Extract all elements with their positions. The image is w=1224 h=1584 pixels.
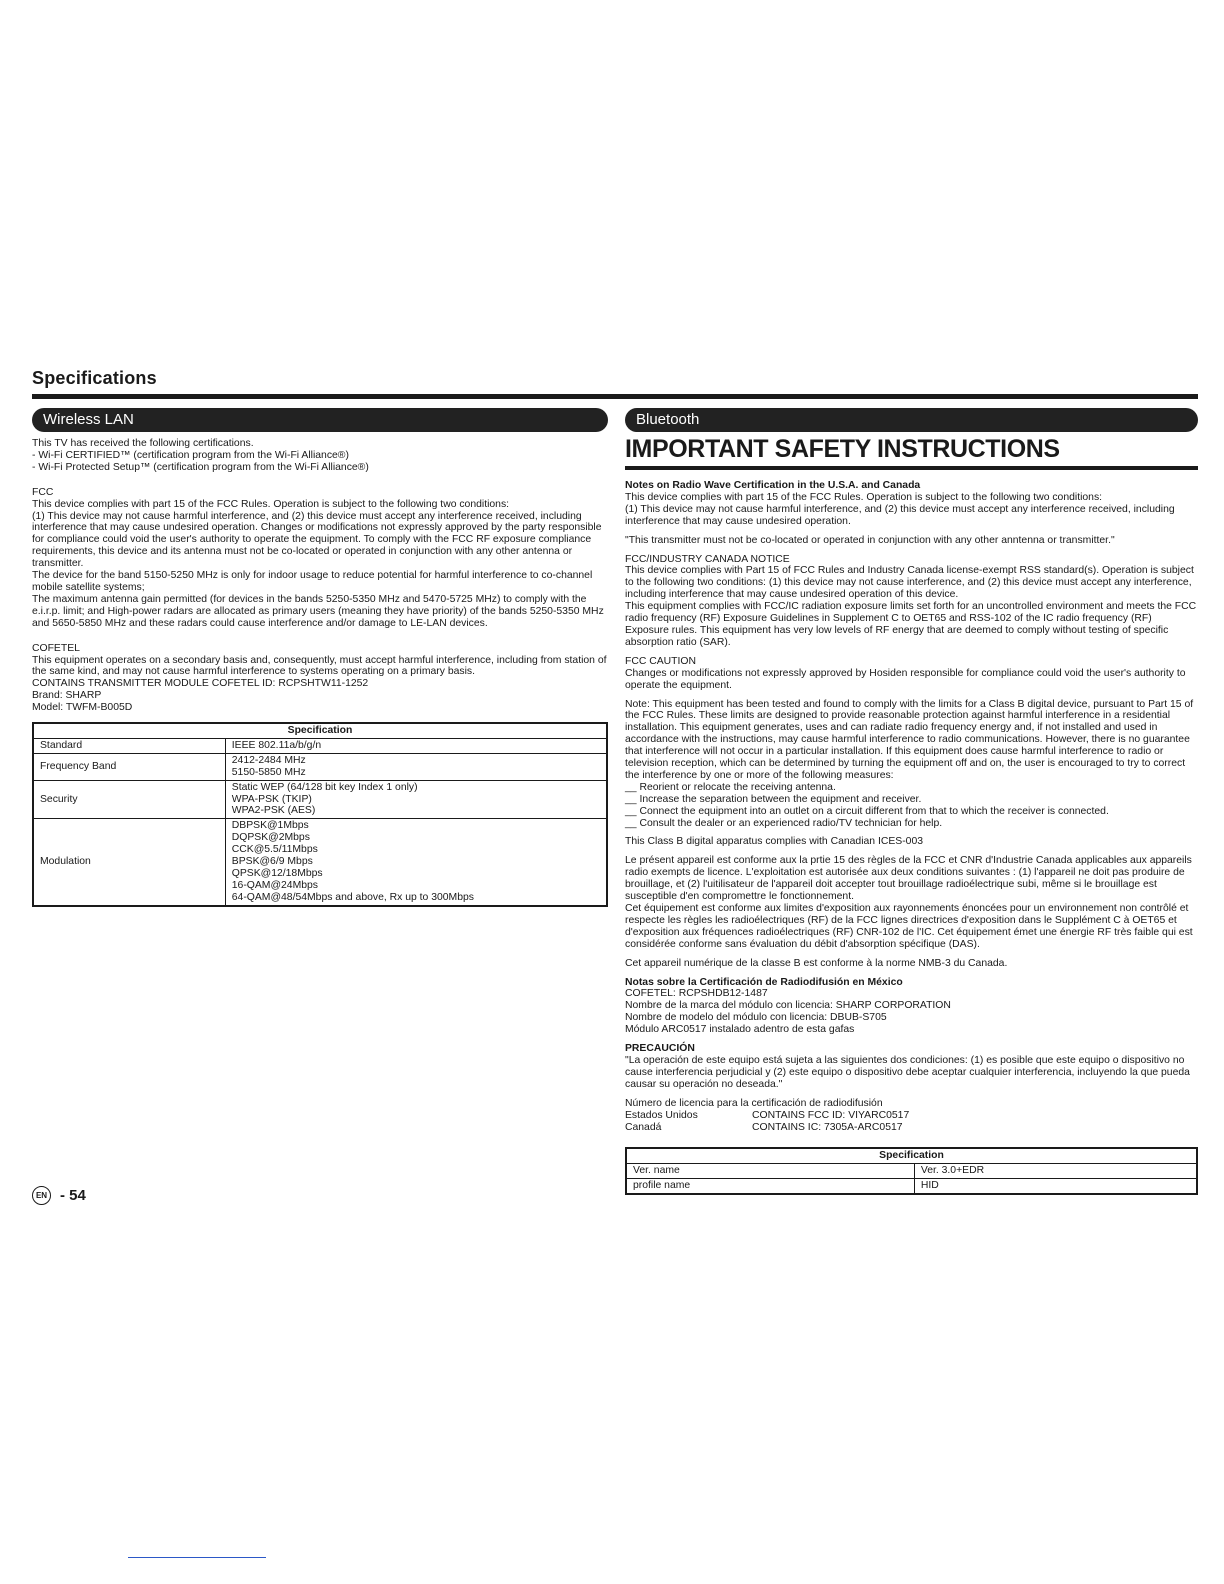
mexico-line: Nombre de la marca del módulo con licencia: SHARP CORPORATION: [625, 1000, 951, 1012]
cofetel-brand: Brand: SHARP: [32, 690, 102, 702]
precaucion-title: PRECAUCIÓN: [625, 1043, 695, 1055]
cofetel-model: Model: TWFM-B005D: [32, 702, 133, 714]
license-row: [625, 1122, 1198, 1134]
bluetooth-heading: Bluetooth: [625, 408, 1198, 432]
fcc-caution-paragraph: Changes or modifications not expressly approved by Hosiden responsible for compliance could void the user's authority to operate the equipment.: [625, 667, 1186, 691]
spec-value-line: 16-QAM@24Mbps: [231, 879, 318, 891]
spec-value-line: QPSK@12/18Mbps: [231, 868, 323, 879]
license-id: CONTAINS FCC ID: VIYARC0517: [752, 1109, 910, 1121]
class-b-note: Note: This equipment has been tested and found to comply with the limits for a Class B digital device, pursuant to Part 15 of the FCC Rules. These limits are designed to provide reasonable protection against harmful interference in a residential installation. This equipment generates, uses and can radiate radio frequency energy and, if not installed and used in accordance with the instructions, may cause harmful interference to radio communications. However, there is no guarantee that interference will not occur in a particular installation. If this equipment does cause harmful interference to radio or television reception, which can be determined by turning the equipment off and on, the user is encouraged to try to correct the interference by one or more of the following measures:: [625, 698, 1194, 781]
spec-value-line: 2412-2484 MHz: [231, 754, 306, 766]
page-footer: [32, 1186, 86, 1205]
table-row: [33, 738, 607, 753]
cert-item: - Wi-Fi Protected Setup™ (certification program from the Wi-Fi Alliance®): [32, 461, 369, 473]
french-paragraph: Cet équipement est conforme aux limites d'exposition aux rayonnements énoncées pour un environnement non contrôlé et respecte les règles les radioélectriques (RF) de la FCC lignes directrices d'exposition dans le Supplément C à OET65 et d'exposition aux fréquences radioélectriques (RF) CNR-102 de l'IC. Cet équipement émet une énergie RF très faible qui est considérée conforme sans évaluation du débit d'absorption spécifique (DAS).: [625, 903, 1193, 950]
cofetel-module-id: CONTAINS TRANSMITTER MODULE COFETEL ID: RCPSHTW11-1252: [32, 678, 369, 690]
fcc-paragraph: (1) This device may not cause harmful interference, and (2) this device must accept any interference received, including interference that may cause undesired operation. Changes or modifications not expressly approved by the party responsible for compliance could void the user's authority to operate the equipment. To comply with the FCC RF exposure compliance requirements, this device and its antenna must not be co-located or operated in conjunction with any other antenna or transmitter.: [32, 510, 602, 570]
page-number: - 54: [60, 1187, 86, 1204]
spec-label: Frequency Band: [33, 753, 225, 780]
notes-paragraph: This device complies with part 15 of the FCC Rules. Operation is subject to the following two conditions:: [625, 491, 1103, 503]
ices-note: This Class B digital apparatus complies with Canadian ICES-003: [625, 836, 924, 848]
bluetooth-section: [625, 408, 1198, 1195]
measure-item: __ Reorient or relocate the receiving antenna.: [625, 781, 836, 793]
spec-label: profile name: [626, 1179, 914, 1194]
spec-value: [225, 780, 607, 819]
french-paragraph: Le présent appareil est conforme aux la prtie 15 des règles de la FCC et CNR d'Industrie Canada applicables aux appareils radio exempts de licence. L'exploitation est autorisée aux deux conditions suivantes : (1) l'appareil ne doit pas produire de brouillage, et (2) l'uitilisateur de l'appareil doit accepter tout brouillage radioélectrique subi, même si le brouillage est susceptible d'en compromettre le fonctionnement.: [625, 855, 1192, 903]
license-country: Canadá: [625, 1121, 662, 1133]
fcc-ic-label: FCC/INDUSTRY CANADA NOTICE: [625, 553, 790, 565]
spec-label: Standard: [33, 738, 225, 753]
wireless-lan-heading: Wireless LAN: [32, 408, 608, 432]
cofetel-block: [32, 643, 608, 714]
fcc-ic-paragraph: This equipment complies with FCC/IC radiation exposure limits set forth for an uncontrolled environment and meets the FCC radio frequency (RF) Exposure Guidelines in Supplement C to OET65 and RSS-102 of the IC radio frequency (RF) Exposure rules. This equipment has very low levels of RF energy that are deemed to comply without testing of specific absorption ratio (SAR).: [625, 601, 1197, 648]
mexico-line: Nombre de modelo del módulo con licencia: DBUB-S705: [625, 1012, 887, 1024]
footer-link-line: [128, 1557, 266, 1558]
license-id: CONTAINS IC: 7305A-ARC0517: [752, 1121, 903, 1133]
title-rule: [32, 394, 1198, 399]
cofetel-paragraph: This equipment operates on a secondary basis and, consequently, must accept harmful interference, including from station of the same kind, and may not cause harmful interference to systems operating on a primary basis.: [32, 654, 607, 678]
spec-label: Security: [33, 780, 225, 819]
safety-title-rule: [625, 466, 1198, 470]
spec-value-line: Static WEP (64/128 bit key Index 1 only): [231, 781, 418, 793]
spec-value: [225, 819, 607, 906]
table-row: [626, 1179, 1197, 1194]
spec-value: HID: [914, 1179, 1197, 1194]
mexico-line: Módulo ARC0517 instalado adentro de esta gafas: [625, 1024, 855, 1036]
measure-item: __ Consult the dealer or an experienced radio/TV technician for help.: [625, 817, 943, 829]
spec-value-line: WPA-PSK (TKIP): [231, 793, 312, 805]
spec-value: Ver. 3.0+EDR: [914, 1164, 1197, 1179]
table-row: [626, 1164, 1197, 1179]
spec-value-line: DQPSK@2Mbps: [231, 832, 310, 844]
fcc-ic-paragraph: This device complies with Part 15 of FCC Rules and Industry Canada license-exempt RSS standard(s). Operation is subject to the following two conditions: (1) this device may not cause interference, and (2) this device must accept any interference, including interference that may cause undesired operation of this device.: [625, 565, 1194, 601]
table-header: Specification: [33, 723, 607, 738]
spec-value: [225, 738, 607, 753]
nmb-note: Cet appareil numérique de la classe B est conforme à la norme NMB-3 du Canada.: [625, 957, 1008, 969]
fcc-caution-label: FCC CAUTION: [625, 655, 696, 667]
table-row: [33, 780, 607, 819]
language-badge-icon: EN: [32, 1186, 51, 1205]
measure-item: __ Connect the equipment into an outlet on a circuit different from that to which the receiver is connected.: [625, 805, 1109, 817]
mexico-line: COFETEL: RCPSHDB12-1487: [625, 988, 768, 1000]
fcc-paragraph: The device for the band 5150-5250 MHz is only for indoor usage to reduce potential for harmful interference to co-channel mobile satellite systems;: [32, 570, 593, 593]
wireless-lan-section: [32, 408, 608, 907]
page-title: Specifications: [32, 368, 157, 388]
spec-value-line: IEEE 802.11a/b/g/n: [231, 739, 322, 751]
notes-title: Notes on Radio Wave Certification in the U.S.A. and Canada: [625, 480, 921, 491]
bluetooth-spec-table: [625, 1147, 1198, 1195]
license-country: Estados Unidos: [625, 1109, 698, 1121]
spec-label: Modulation: [33, 819, 225, 906]
cert-item: - Wi-Fi CERTIFIED™ (certification program from the Wi-Fi Alliance®): [32, 449, 349, 461]
spec-value-line: DBPSK@1Mbps: [231, 820, 309, 832]
fcc-paragraph: The maximum antenna gain permitted (for devices in the bands 5250-5350 MHz and 5470-5725 MHz) to comply with the e.i.r.p. limit; and High-power radars are allocated as primary users (meaning they have priority) of the bands 5250-5350 MHz and 5650-5850 MHz and these radars could cause interference and/or damage to LE-LAN devices.: [32, 593, 604, 629]
license-title: Número de licencia para la certificación de radiodifusión: [625, 1097, 883, 1109]
precaucion-paragraph: "La operación de este equipo está sujeta a las siguientes dos condiciones: (1) es posible que este equipo o dispositivo no cause interferencia perjudicial y (2) este equipo o dispositivo debe aceptar cualquier interferencia, incluyendo la que pueda causar su operación no deseada.": [625, 1054, 1190, 1090]
spec-value: [225, 753, 607, 780]
spec-value-line: CCK@5.5/11Mbps: [231, 844, 318, 856]
spec-value-line: BPSK@6/9 Mbps: [231, 856, 313, 868]
table-header-row: [626, 1148, 1197, 1163]
safety-instructions-title: IMPORTANT SAFETY INSTRUCTIONS: [625, 435, 1060, 463]
table-header: Specification: [626, 1148, 1197, 1163]
cofetel-label: COFETEL: [32, 642, 80, 654]
cert-intro: This TV has received the following certifications.: [32, 438, 254, 449]
fcc-paragraph: This device complies with part 15 of the FCC Rules. Operation is subject to the following two conditions:: [32, 498, 510, 510]
spec-value-line: 5150-5850 MHz: [231, 766, 306, 778]
wireless-spec-table: [32, 722, 608, 907]
table-row: [33, 819, 607, 906]
transmitter-note: "This transmitter must not be co-located or operated in conjunction with any other anntenna or transmitter.": [625, 534, 1115, 546]
table-header-row: [33, 723, 607, 738]
measure-item: __ Increase the separation between the equipment and receiver.: [625, 793, 922, 805]
spec-label: Ver. name: [626, 1164, 914, 1179]
fcc-label: FCC: [32, 486, 54, 498]
mexico-title: Notas sobre la Certificación de Radiodifusión en México: [625, 976, 903, 988]
notes-paragraph: (1) This device may not cause harmful interference, and (2) this device must accept any interference received, including interference that may cause undesired operation.: [625, 503, 1175, 527]
certifications-block: [32, 438, 608, 474]
table-row: [33, 753, 607, 780]
license-row: [625, 1110, 1198, 1122]
fcc-block: [32, 487, 608, 630]
spec-value-line: WPA2-PSK (AES): [231, 805, 316, 817]
spec-value-line: 64-QAM@48/54Mbps and above, Rx up to 300Mbps: [231, 891, 474, 903]
